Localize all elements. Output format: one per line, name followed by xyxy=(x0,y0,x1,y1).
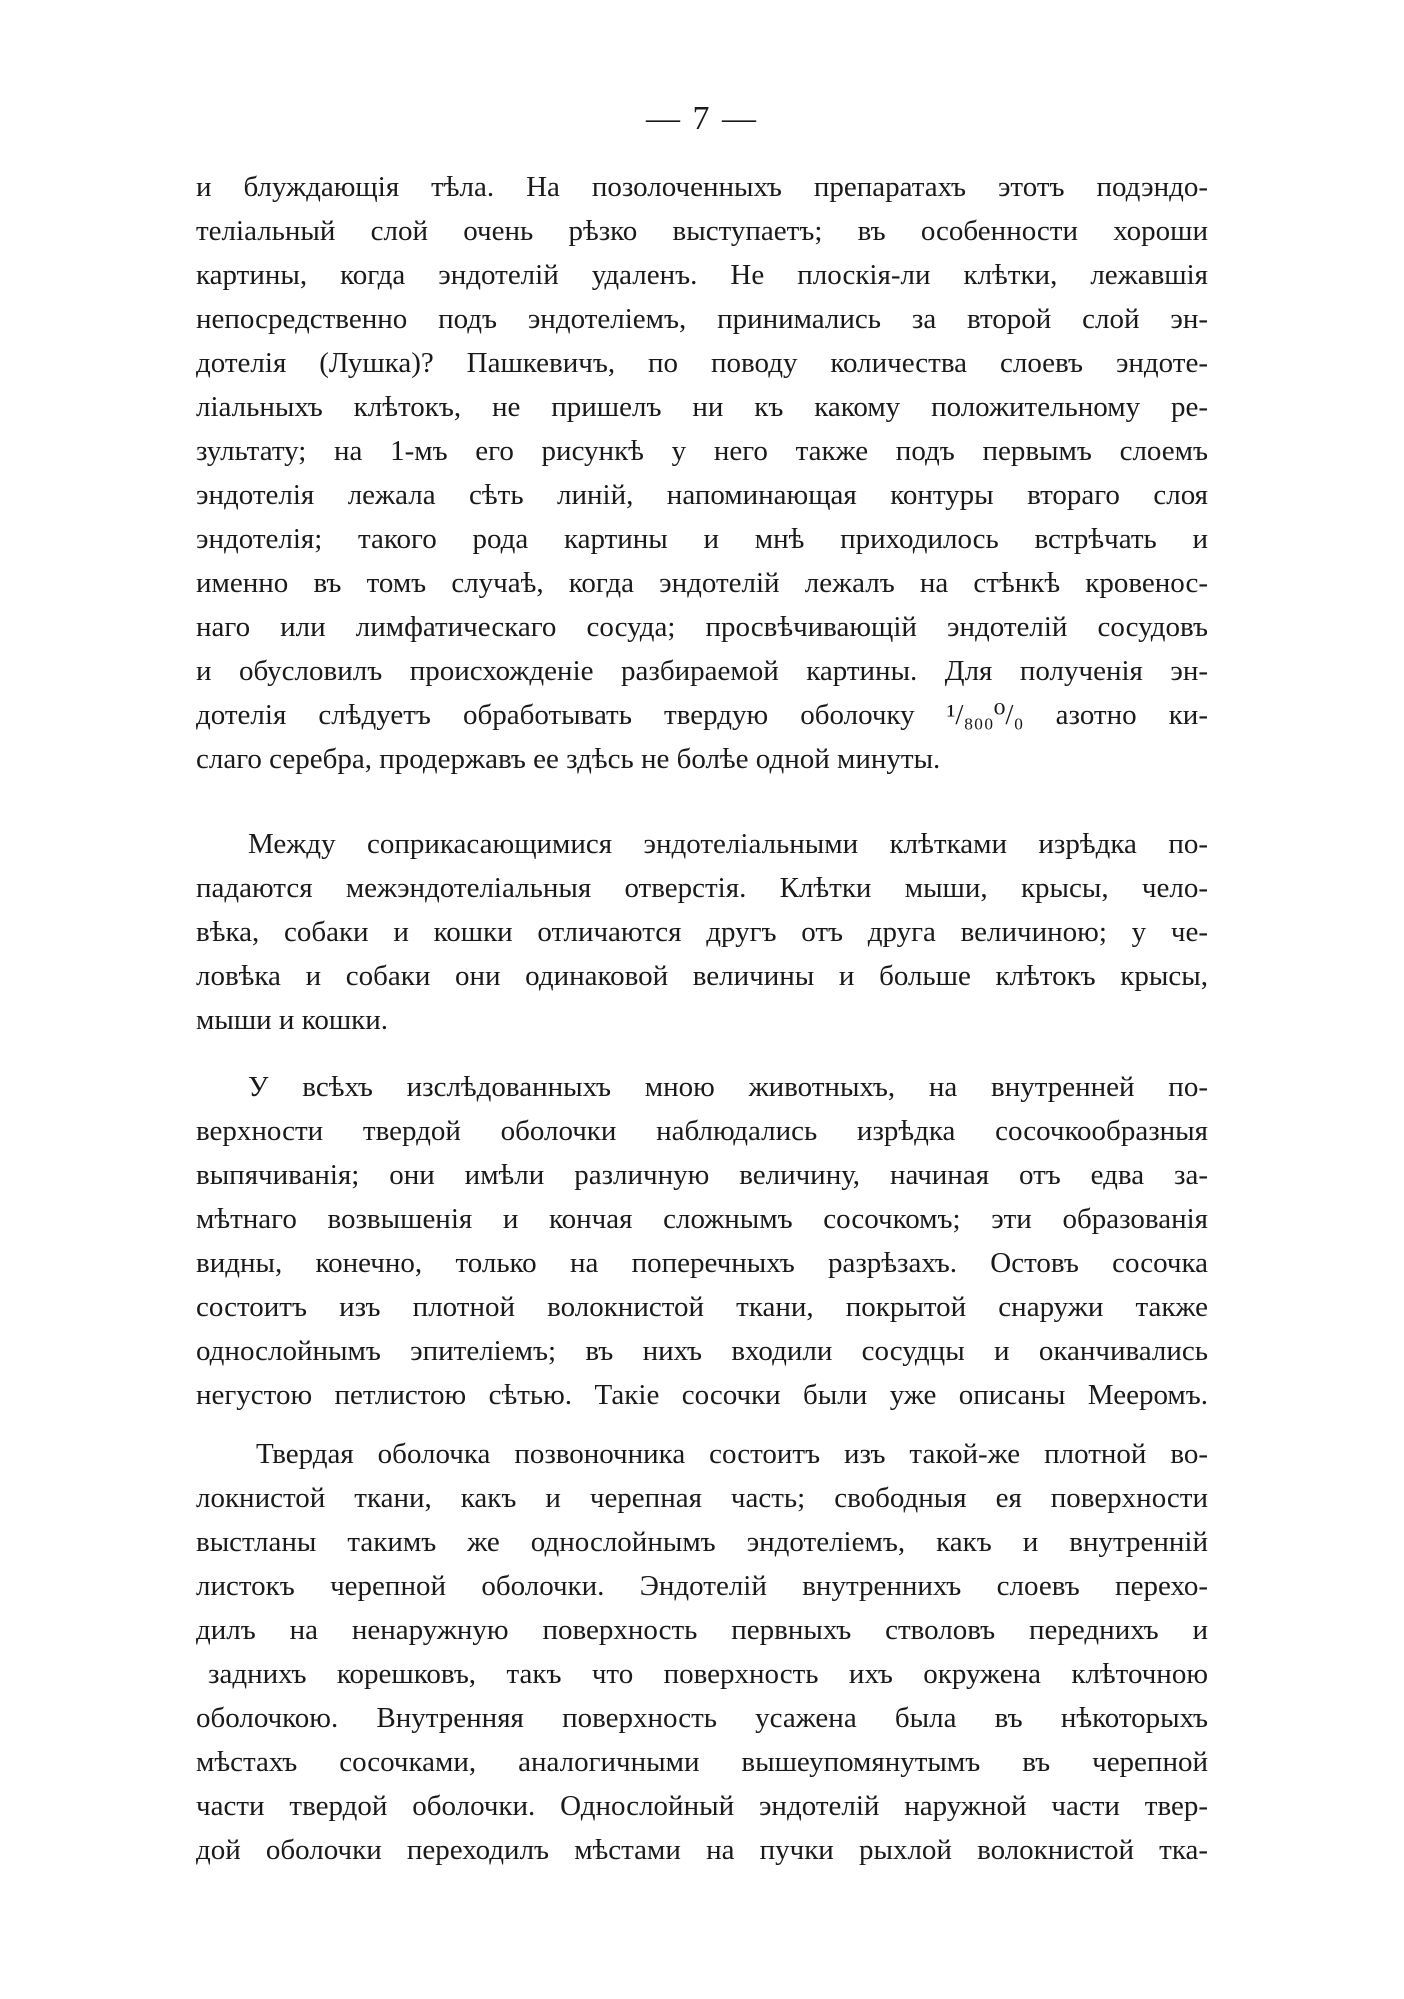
text-line: части твердой оболочки. Однослойный эндотелій наружной части твер- xyxy=(196,1790,1208,1822)
text-line: Твердая оболочка позвоночника состоитъ изъ такой-же плотной во- xyxy=(256,1438,1208,1470)
text-line: эндотелія лежала сѣть линій, напоминающая контуры втораго слоя xyxy=(196,479,1208,511)
text-line: вѣка, собаки и кошки отличаются другъ отъ друга величиною; у че- xyxy=(196,916,1208,948)
text-line: теліальный слой очень рѣзко выступаетъ; въ особенности хороши xyxy=(196,215,1208,247)
text-line: выстланы такимъ же однослойнымъ эндотеліемъ, какъ и внутренній xyxy=(196,1526,1208,1558)
text-line: картины, когда эндотелій удаленъ. Не плоскія-ли клѣтки, лежавшія xyxy=(196,259,1208,291)
text-line: зультату; на 1-мъ его рисункѣ у него также подъ первымъ слоемъ xyxy=(196,435,1208,467)
text-line: и блуждающія тѣла. На позолоченныхъ препаратахъ этотъ подэндо- xyxy=(196,171,1208,203)
text-line: дотелія слѣдуетъ обработывать твердую оболочку ¹/₈₀₀⁰/₀ азотно ки- xyxy=(196,699,1208,731)
text-line: дой оболочки переходилъ мѣстами на пучки рыхлой волокнистой тка- xyxy=(196,1834,1208,1866)
text-line: именно въ томъ случаѣ, когда эндотелій лежалъ на стѣнкѣ кровенос- xyxy=(196,567,1208,599)
text-line: дотелія (Лушка)? Пашкевичъ, по поводу количества слоевъ эндоте- xyxy=(196,347,1208,379)
text-line: мѣстахъ сосочками, аналогичными вышеупомянутымъ въ черепной xyxy=(196,1746,1208,1778)
paragraph-4 xyxy=(196,1432,1208,1872)
paragraph-1 xyxy=(196,165,1208,781)
text-line: оболочкою. Внутренняя поверхность усажена была въ нѣкоторыхъ xyxy=(196,1702,1208,1734)
text-line: Между соприкасающимися эндотеліальными клѣтками изрѣдка по- xyxy=(248,828,1208,860)
text-line: мыши и кошки. xyxy=(196,1004,389,1036)
text-line: заднихъ корешковъ, такъ что поверхность ихъ окружена клѣточною xyxy=(208,1658,1208,1690)
text-line: ловѣка и собаки они одинаковой величины и больше клѣтокъ крысы, xyxy=(196,960,1208,992)
text-line: У всѣхъ изслѣдованныхъ мною животныхъ, на внутренней по- xyxy=(248,1071,1208,1103)
paragraph-3 xyxy=(196,1065,1208,1417)
text-line: негустою петлистою сѣтью. Такіе сосочки были уже описаны Мееромъ. xyxy=(196,1379,1208,1411)
text-line: и обусловилъ происхожденіе разбираемой картины. Для полученія эн- xyxy=(196,655,1208,687)
text-line: локнистой ткани, какъ и черепная часть; свободныя ея поверхности xyxy=(196,1482,1208,1514)
page-number: — 7 — xyxy=(646,100,758,137)
text-line: ліальныхъ клѣтокъ, не пришелъ ни къ какому положительному ре- xyxy=(196,391,1208,423)
text-line: эндотелія; такого рода картины и мнѣ приходилось встрѣчать и xyxy=(196,523,1208,555)
text-line: слаго серебра, продержавъ ее здѣсь не болѣе одной минуты. xyxy=(196,743,941,775)
paragraph-2 xyxy=(196,822,1208,1042)
text-line: мѣтнаго возвышенія и кончая сложнымъ сосочкомъ; эти образованія xyxy=(196,1203,1208,1235)
text-line: верхности твердой оболочки наблюдались изрѣдка сосочкообразныя xyxy=(196,1115,1208,1147)
text-line: наго или лимфатическаго сосуда; просвѣчивающій эндотелій сосудовъ xyxy=(196,611,1208,643)
text-line: состоитъ изъ плотной волокнистой ткани, покрытой снаружи также xyxy=(196,1291,1208,1323)
text-line: дилъ на ненаружную поверхность первныхъ стволовъ переднихъ и xyxy=(196,1614,1208,1646)
text-line: видны, конечно, только на поперечныхъ разрѣзахъ. Остовъ сосочка xyxy=(196,1247,1208,1279)
text-line: выпячиванія; они имѣли различную величину, начиная отъ едва за- xyxy=(196,1159,1208,1191)
text-line: однослойнымъ эпителіемъ; въ нихъ входили сосудцы и оканчивались xyxy=(196,1335,1208,1367)
text-line: листокъ черепной оболочки. Эндотелій внутреннихъ слоевъ перехо- xyxy=(196,1570,1208,1602)
text-line: непосредственно подъ эндотеліемъ, принимались за второй слой эн- xyxy=(196,303,1208,335)
text-line: падаются межэндотеліальныя отверстія. Клѣтки мыши, крысы, чело- xyxy=(196,872,1208,904)
